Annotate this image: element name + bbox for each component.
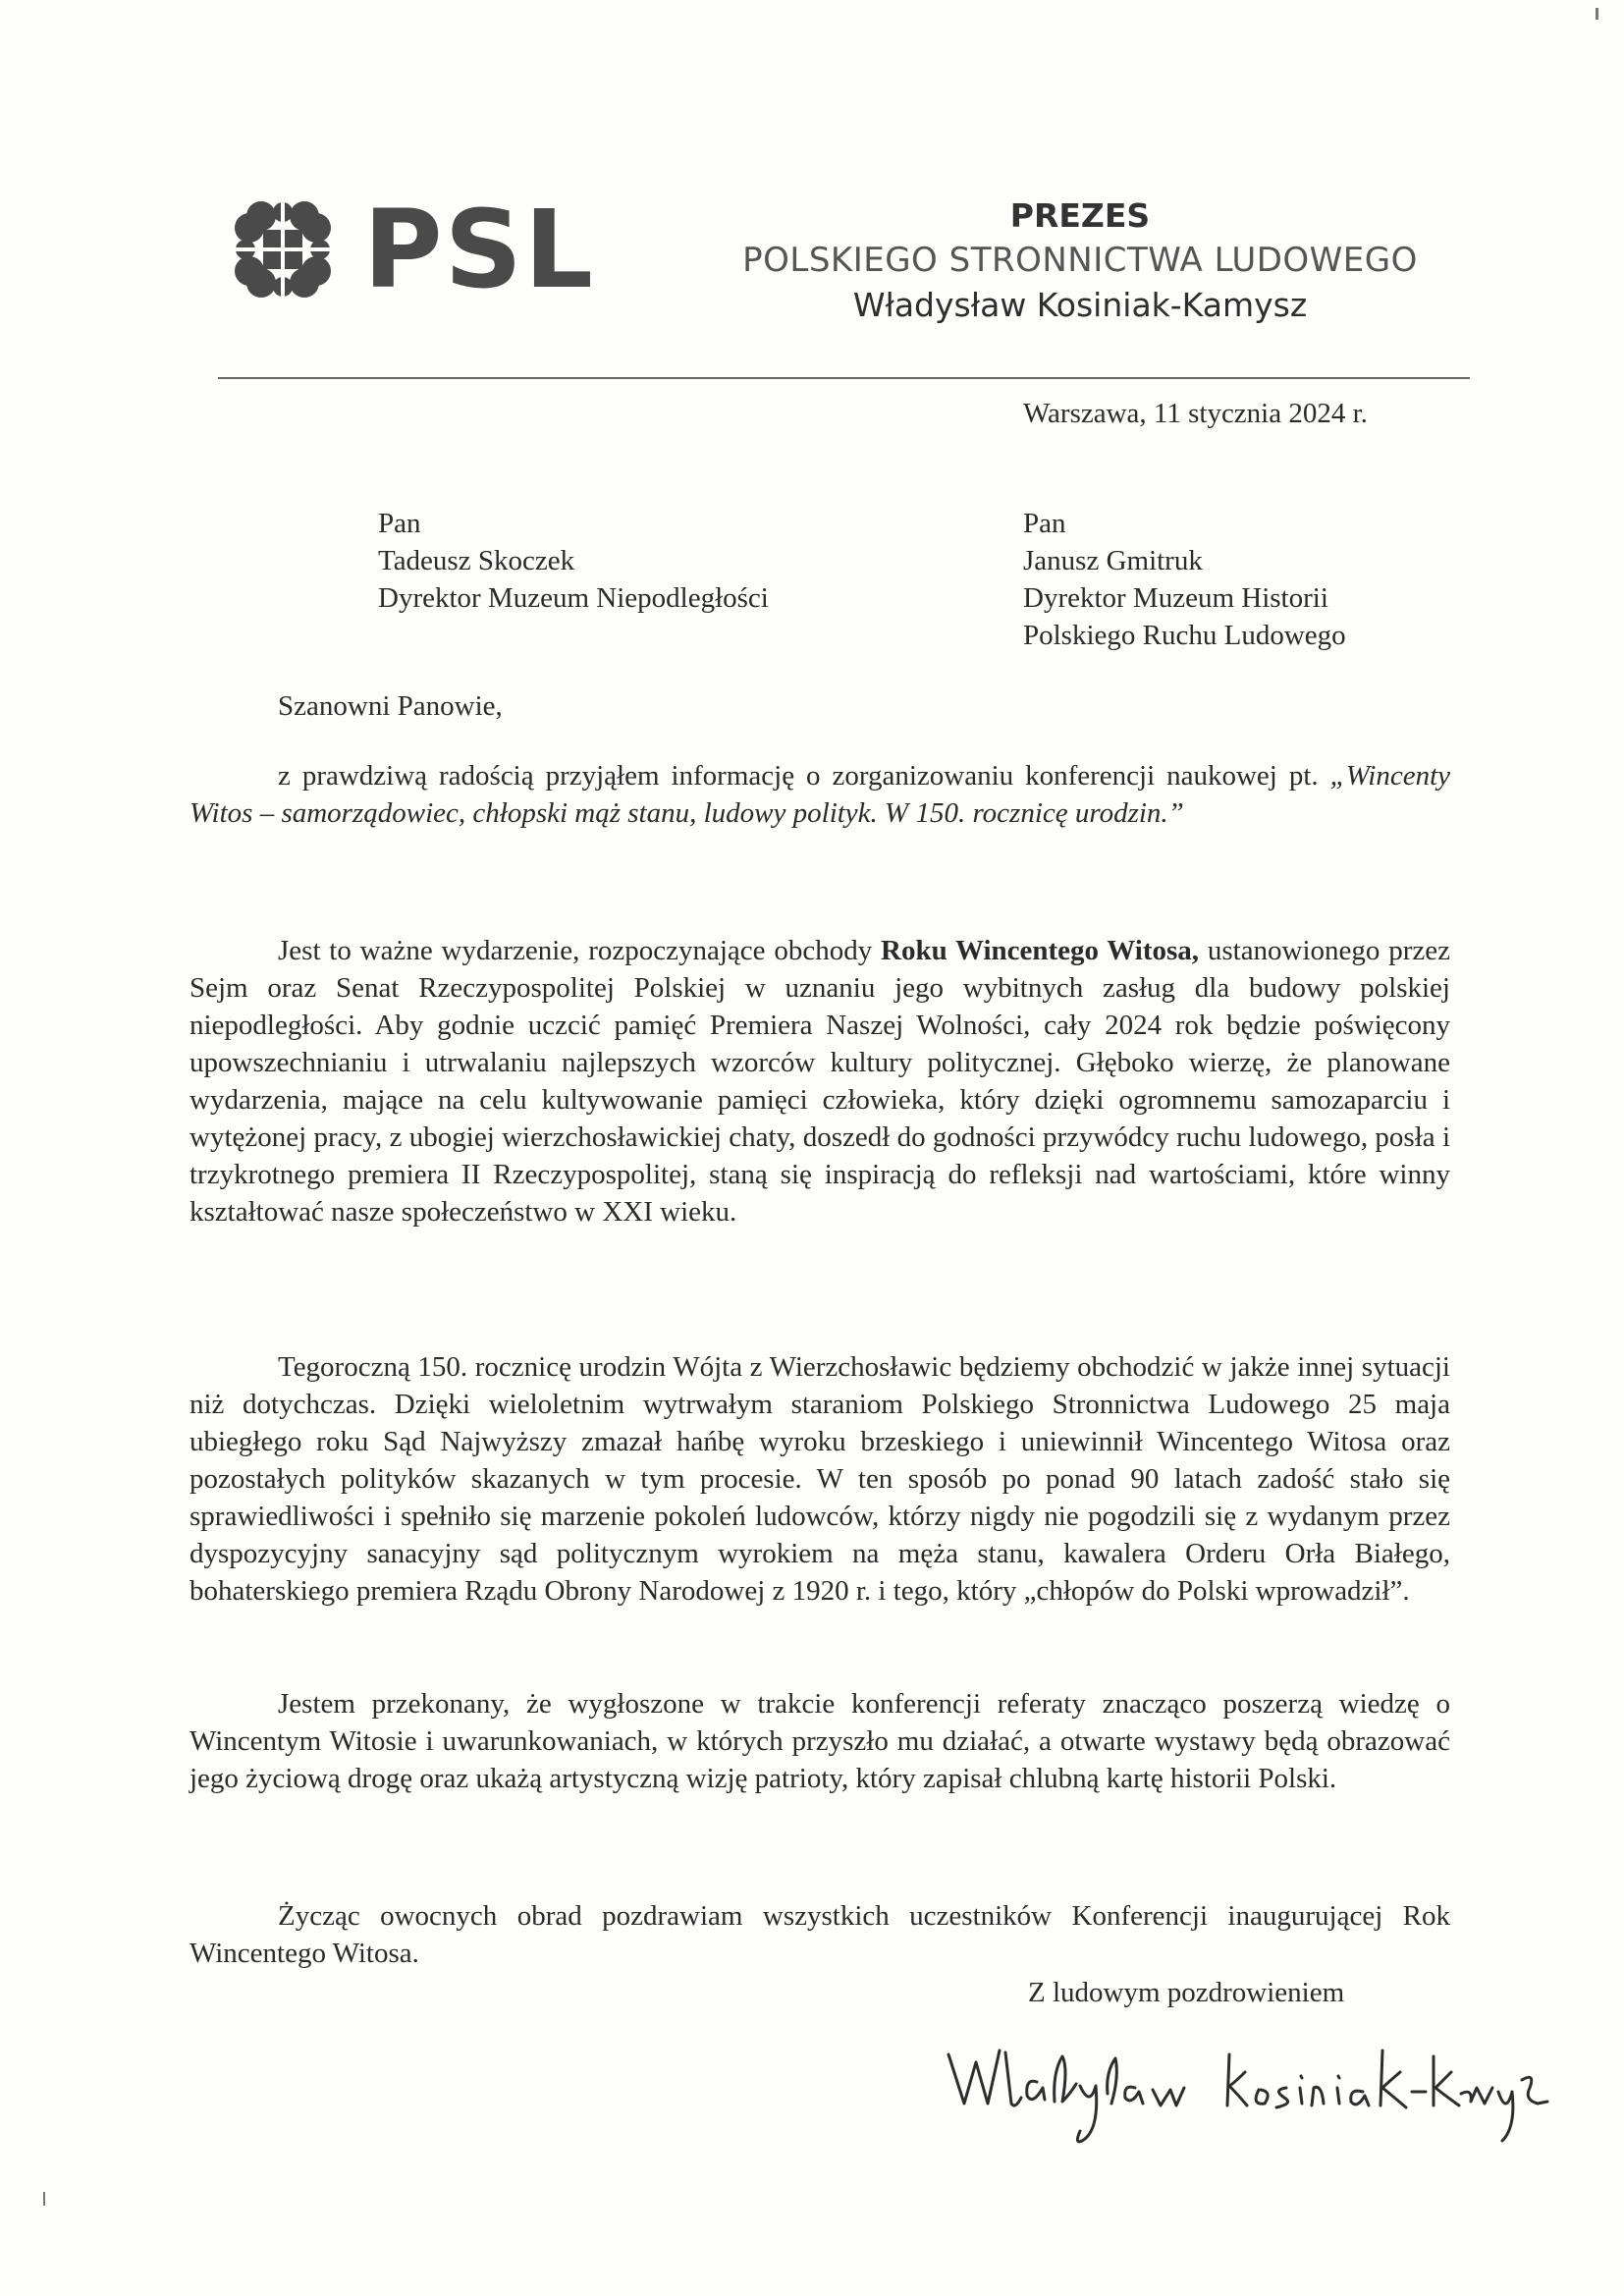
paragraph-text: z prawdziwą radością przyjąłem informację o zorganizowaniu konferencji naukowej pt. [278,760,1330,792]
title-prezes: PREZES [1009,196,1151,235]
recipient-1 [378,505,769,617]
title-name: Władysław Kosiniak-Kamysz [852,286,1308,324]
paragraph-text: Życząc owocnych obrad pozdrawiam wszystkich uczestników Konferencji inaugurującej Rok Wincentego Witosa. [189,1900,1450,1969]
recipient-2 [1023,505,1346,654]
psl-logo [228,187,595,312]
bold-phrase: Roku Wincentego Witosa, [881,935,1200,966]
recipient-salutation: Pan [1023,508,1066,539]
paragraph-text: Jestem przekonany, że wygłoszone w trakcie konferencji referaty znacząco poszerzą wiedzę o Wincentym Witosie i uwarunkowaniach, w których przyszło mu działać, a otwarte wystawy będą obrazować jego życiową drogę oraz ukażą artystyczną wizję patrioty, który zapisał chlubną kartę historii Polski. [189,1688,1450,1794]
paragraph-1 [189,757,1450,832]
paragraph-5 [189,1897,1450,1972]
closing: Z ludowym pozdrowieniem [1028,1977,1345,2008]
letter-date: Warszawa, 11 stycznia 2024 r. [1023,398,1368,429]
greeting: Szanowni Panowie, [278,690,503,722]
title-party: POLSKIEGO STRONNICTWA LUDOWEGO [742,241,1418,280]
logo-text: PSL [363,187,595,312]
recipient-salutation: Pan [378,508,421,539]
recipient-name: Tadeusz Skoczek [378,545,575,576]
conference-title: „Wincenty Witos – samorządowiec, chłopski mąż stanu, ludowy polityk. W 150. rocznicę urodzin.” [189,760,1450,829]
recipient-title: Dyrektor Muzeum Niepodległości [378,582,769,614]
scan-mark [1596,8,1598,20]
recipient-name: Janusz Gmitruk [1023,545,1203,576]
header-divider [218,377,1470,379]
letterhead-title [717,194,1443,328]
paragraph-text: ustanowionego przez Sejm oraz Senat Rzeczypospolitej Polskiej w uznaniu jego wybitnych zasług dla budowy polskiej niepodległości. Aby godnie uczcić pamięć Premiera Naszej Wolności, cały 2024 rok będzie poświęcony upowszechnianiu i utrwalaniu najlepszych wzorców kultury politycznej. Głęboko wierzę, że planowane wydarzenia, mające na celu kultywowanie pamięci człowieka, który dzięki ogromnemu samozaparciu i wytężonej pracy, z ubogiej wierzchosławickiej chaty, doszedł do godności przywódcy ruchu ludowego, posła i trzykrotnego premiera II Rzeczypospolitej, staną się inspiracją do refleksji nad wartościami, które winny kształtować nasze społeczeństwo w XXI wieku. [189,935,1451,1228]
recipient-title: Dyrektor Muzeum Historii [1023,582,1328,614]
paragraph-4 [189,1685,1450,1797]
scan-mark [43,2192,45,2206]
paragraph-3 [189,1348,1450,1610]
handwritten-signature [943,2033,1551,2160]
paragraph-text: Tegoroczną 150. rocznicę urodzin Wójta z Wierzchosławic będziemy obchodzić w jakże innej sytuacji niż dotychczas. Dzięki wieloletnim wytrwałym staraniom Polskiego Stronnictwa Ludowego 25 maja ubiegłego roku Sąd Najwyższy zmazał hańbę wyroku brzeskiego i uniewinnił Wincentego Witosa oraz pozostałych polityków skazanych w tym procesie. W ten sposób po ponad 90 latach zadość stało się sprawiedliwości i spełniło się marzenie pokoleń ludowców, którzy nigdy nie pogodzili się z wydanym przez dyspozycyjny sanacyjny sąd politycznym wyrokiem na męża stanu, kawalera Orderu Orła Białego, bohaterskiego premiera Rządu Obrony Narodowej z 1920 r. i tego, który „chłopów do Polski wprowadził”. [189,1351,1450,1607]
paragraph-text: Jest to ważne wydarzenie, rozpoczynające obchody [278,935,881,966]
four-leaf-clover-icon [228,194,338,304]
paragraph-2 [189,932,1450,1230]
recipient-title: Polskiego Ruchu Ludowego [1023,620,1346,651]
